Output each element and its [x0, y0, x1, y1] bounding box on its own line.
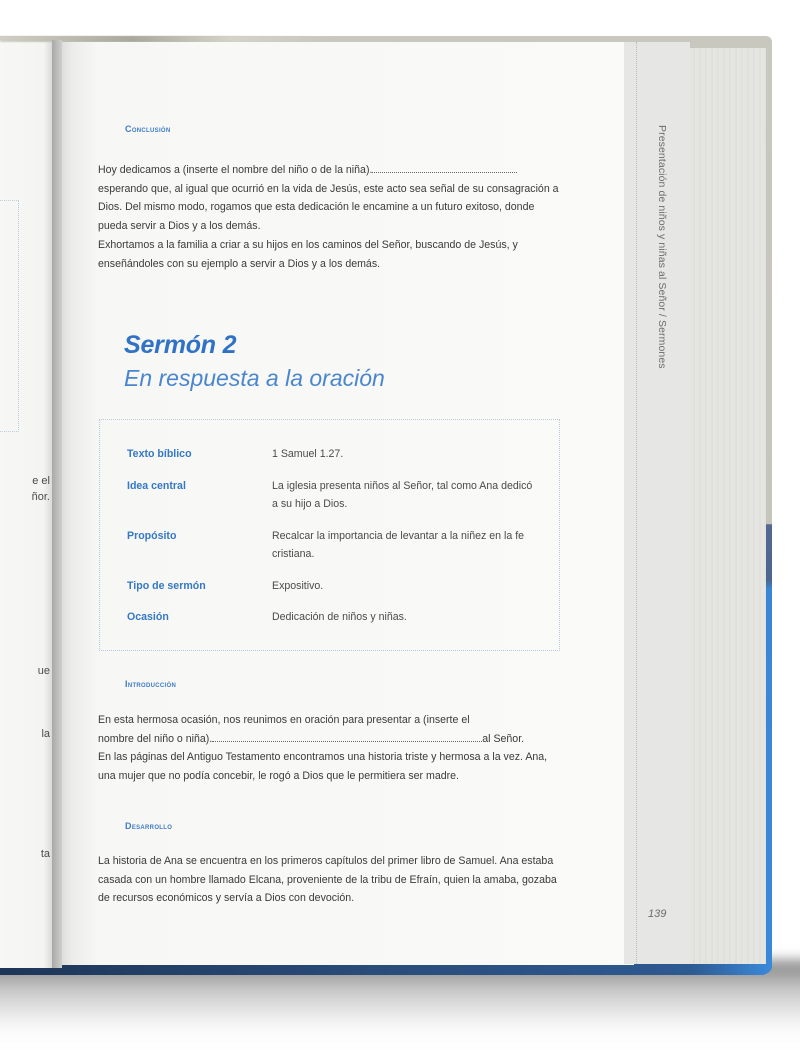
fill-in-blank [212, 732, 482, 742]
left-text-fragment: la [41, 728, 50, 740]
introduction-heading: Introducción [125, 679, 177, 689]
info-label: Ocasión [127, 611, 169, 623]
conclusion-paragraph-1-rest: esperando que, al igual que ocurrió en la vida de Jesús, este acto sea señal de su consagración a Dios. Del mismo modo, rogamos que esta dedicación le encamine a un futuro exitoso, donde pueda servir a Dios y a los demás. [98, 182, 559, 232]
development-heading: Desarrollo [125, 821, 173, 831]
introduction-line-2-end: al Señor. [482, 732, 525, 745]
info-label: Idea central [127, 480, 186, 492]
info-value: La iglesia presenta niños al Señor, tal como Ana dedicó a su hijo a Dios. [272, 480, 533, 510]
fill-in-blank [372, 163, 517, 173]
development-paragraph: La historia de Ana se encuentra en los primeros capítulos del primer libro de Samuel. Ana estaba casada con un hombre llamado Elcana, proveniente de la tribu de Efraín, quien la amaba, gozaba de recursos económicos y servía a Dios con devoción. [98, 855, 557, 905]
info-label: Tipo de sermón [127, 580, 206, 592]
info-value: Expositivo. [272, 580, 324, 592]
sermon-title: Sermón 2 [124, 331, 237, 359]
running-head: Presentación de niños y niñas al Señor / Sermones [656, 125, 668, 369]
left-info-box [0, 200, 19, 432]
info-value: Recalcar la importancia de levantar a la niñez en la fe cristiana. [272, 530, 525, 560]
conclusion-heading: Conclusión [125, 124, 171, 134]
book-gutter [52, 40, 62, 968]
page-number: 139 [648, 908, 667, 920]
conclusion-line-1: Hoy dedicamos a (inserte el nombre del niño o de la niña). [98, 164, 373, 176]
conclusion-paragraph-2: Exhortamos a la familia a criar a su hijos en los caminos del Señor, buscando de Jesús, y enseñándoles con su ejemplo a servir a Dios y a los demás. [98, 239, 518, 270]
strip-dotted-rule [636, 42, 637, 964]
introduction-line-1: En esta hermosa ocasión, nos reunimos en oración para presentar a (inserte el [98, 714, 470, 726]
introduction-paragraph [98, 711, 560, 785]
sermon-subtitle: En respuesta a la oración [124, 365, 385, 391]
left-text-fragment: e el [32, 475, 50, 487]
introduction-line-2-start: nombre del niño o niña). [98, 732, 213, 745]
conclusion-paragraph-1 [98, 161, 560, 235]
left-text-fragment: ñor. [31, 491, 50, 503]
info-value: 1 Samuel 1.27. [272, 448, 344, 460]
left-page [0, 40, 58, 968]
page-block-edges [690, 48, 766, 964]
info-label: Texto bíblico [127, 448, 192, 460]
left-text-fragment: ue [37, 665, 50, 677]
info-value: Dedicación de niños y niñas. [272, 611, 407, 623]
introduction-rest: En las páginas del Antiguo Testamento encontramos una historia triste y hermosa a la vez. Ana, una mujer que no podía concebir, le rogó a Dios que le permitiera ser madre. [98, 751, 548, 782]
info-label: Propósito [127, 530, 177, 542]
left-text-fragment: ta [40, 848, 50, 860]
